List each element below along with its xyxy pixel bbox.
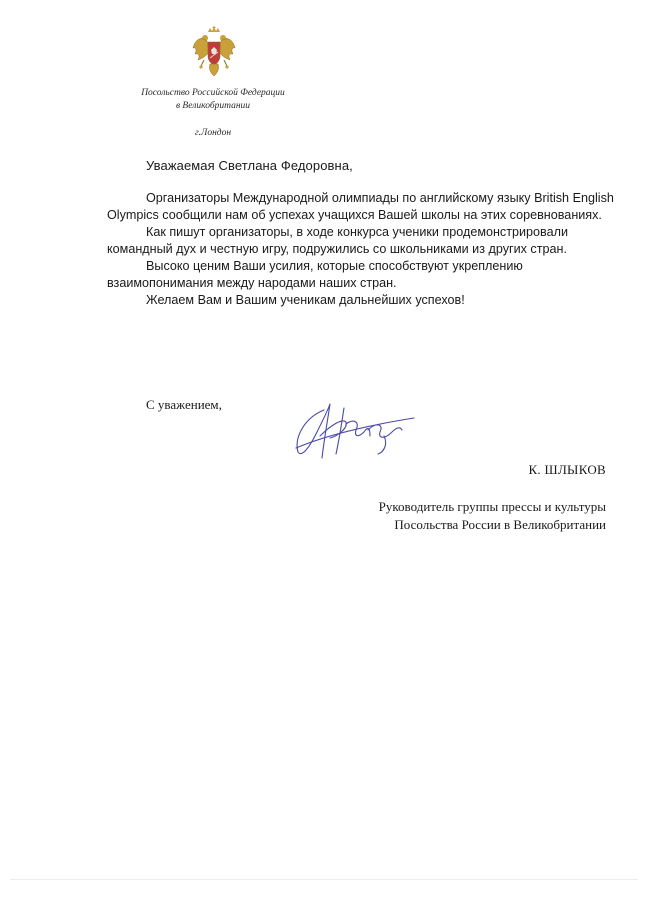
salutation: Уважаемая Светлана Федоровна, [146, 158, 353, 173]
paragraph-3: Высоко ценим Ваши усилия, которые способствуют укреплению взаимопонимания между народами наших стран. [107, 259, 523, 290]
embassy-letterhead [128, 87, 298, 140]
position-line-2: Посольства России в Великобритании [394, 517, 606, 532]
paragraph-4: Желаем Вам и Вашим ученикам дальнейших успехов! [146, 293, 465, 307]
page-edge-divider [10, 879, 638, 880]
paragraph-1: Организаторы Международной олимпиады по английскому языку British English Olympics сообщили нам об успехах учащихся Вашей школы на этих соревнованиях. [107, 191, 614, 222]
coat-of-arms-icon [192, 26, 236, 78]
signer-name: К. ШЛЫКОВ [528, 462, 606, 477]
letterhead-line-1: Посольство Российской Федерации [141, 88, 285, 98]
letter-body [107, 190, 617, 309]
closing-phrase: С уважением, [146, 397, 222, 412]
signature-icon [284, 396, 424, 466]
letterhead-city: г.Лондон [194, 128, 232, 138]
paragraph-2: Как пишут организаторы, в ходе конкурса ученики продемонстрировали командный дух и честную игру, подружились со школьниками из других стран. [107, 225, 568, 256]
position-line-1: Руководитель группы прессы и культуры [378, 499, 606, 514]
letterhead-line-2: в Великобритании [175, 101, 251, 111]
signer-position [379, 498, 606, 534]
